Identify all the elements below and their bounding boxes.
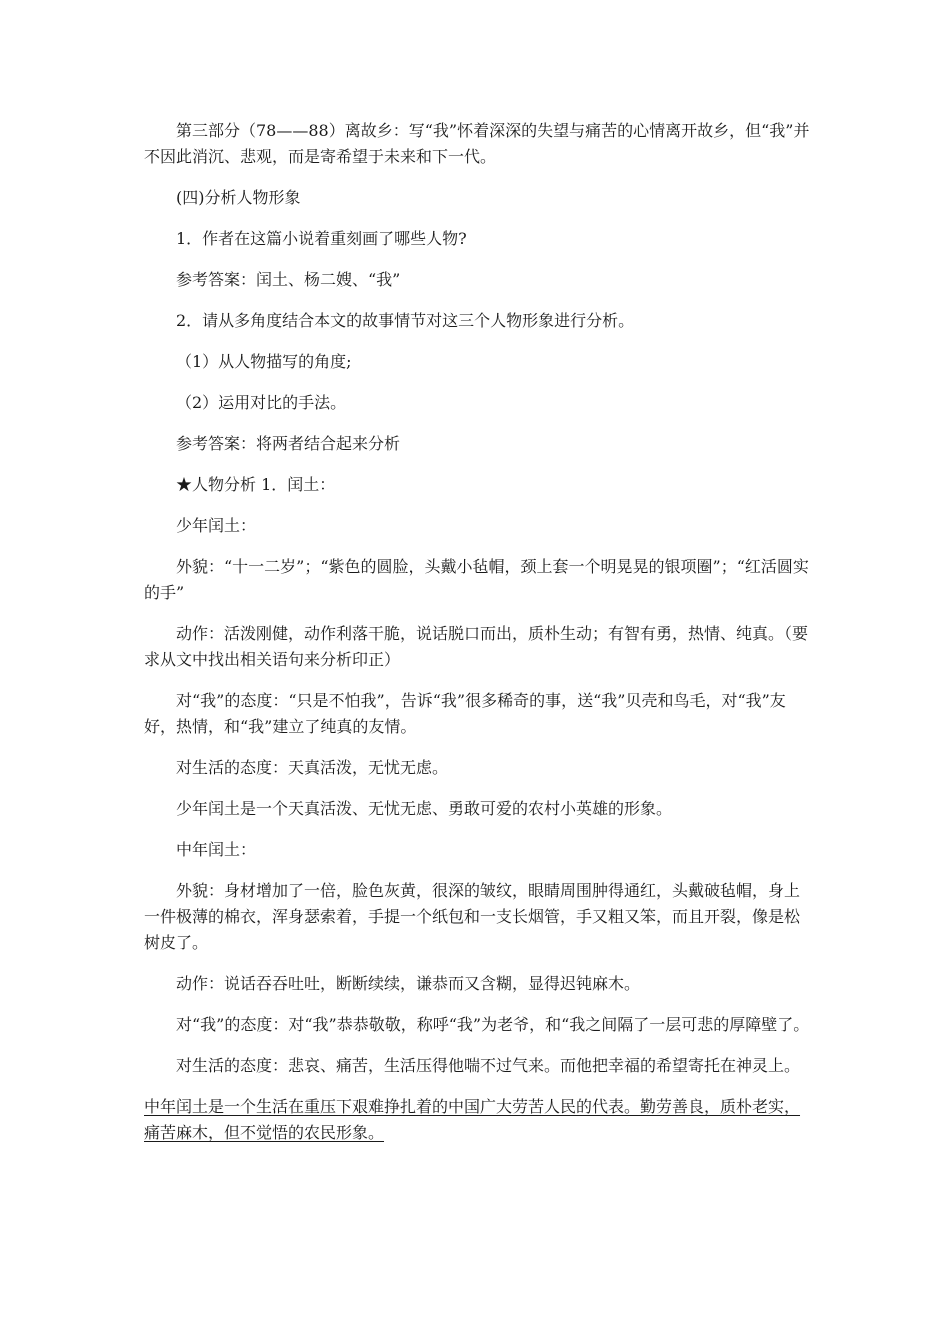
young-runtu-summary: 少年闰土是一个天真活泼、无忧无虑、勇敢可爱的农村小英雄的形象。 <box>176 799 673 818</box>
young-runtu-attitude-to-me: 对“我”的态度：“只是不怕我”，告诉“我”很多稀奇的事，送“我”贝壳和鸟毛，对“我”友好，热情，和“我”建立了纯真的友情。 <box>144 691 786 736</box>
question-2: 2．请从多角度结合本文的故事情节对这三个人物形象进行分析。 <box>176 311 635 330</box>
section-heading-character-analysis: (四)分析人物形象 <box>176 188 301 207</box>
young-runtu-attitude-to-life: 对生活的态度：天真活泼，无忧无虑。 <box>176 758 449 777</box>
document-body <box>144 118 810 1161</box>
sub-point-1: （1）从人物描写的角度; <box>176 352 352 371</box>
middle-aged-runtu-heading: 中年闰土： <box>176 840 257 859</box>
paragraph-part-three: 第三部分（78——88）离故乡：写“我”怀着深深的失望与痛苦的心情离开故乡，但“我”并不因此消沉、悲观，而是寄希望于未来和下一代。 <box>144 121 810 166</box>
middle-aged-runtu-summary: 中年闰土是一个生活在重压下艰难挣扎着的中国广大劳苦人民的代表。勤劳善良，质朴老实，痛苦麻木，但不觉悟的农民形象。 <box>144 1097 801 1142</box>
young-runtu-action: 动作：活泼刚健，动作利落干脆，说话脱口而出，质朴生动；有智有勇，热情、纯真。（要求从文中找出相关语句来分析印正） <box>144 624 809 669</box>
sub-point-2: （2）运用对比的手法。 <box>176 393 347 412</box>
middle-aged-runtu-attitude-to-me: 对“我”的态度：对“我”恭恭敬敬，称呼“我”为老爷，和“我之间隔了一层可悲的厚障壁了。 <box>176 1015 810 1034</box>
question-1: 1．作者在这篇小说着重刻画了哪些人物? <box>176 229 467 248</box>
middle-aged-runtu-attitude-to-life: 对生活的态度：悲哀、痛苦，生活压得他喘不过气来。而他把幸福的希望寄托在神灵上。 <box>176 1056 801 1075</box>
middle-aged-runtu-appearance: 外貌：身材增加了一倍，脸色灰黄，很深的皱纹，眼睛周围肿得通红，头戴破毡帽，身上一件极薄的棉衣，浑身瑟索着，手提一个纸包和一支长烟管，手又粗又笨，而且开裂，像是松树皮了。 <box>144 881 801 952</box>
young-runtu-appearance: 外貌：“十一二岁”；“紫色的圆脸，头戴小毡帽，颈上套一个明晃晃的银项圈”；“红活圆实的手” <box>144 557 809 602</box>
character-analysis-heading: ★人物分析 1．闰土： <box>176 475 336 494</box>
answer-2: 参考答案：将两者结合起来分析 <box>176 434 401 453</box>
young-runtu-heading: 少年闰土： <box>176 516 257 535</box>
middle-aged-runtu-action: 动作：说话吞吞吐吐，断断续续，谦恭而又含糊，显得迟钝麻木。 <box>176 974 641 993</box>
answer-1: 参考答案：闰土、杨二嫂、“我” <box>176 270 401 289</box>
